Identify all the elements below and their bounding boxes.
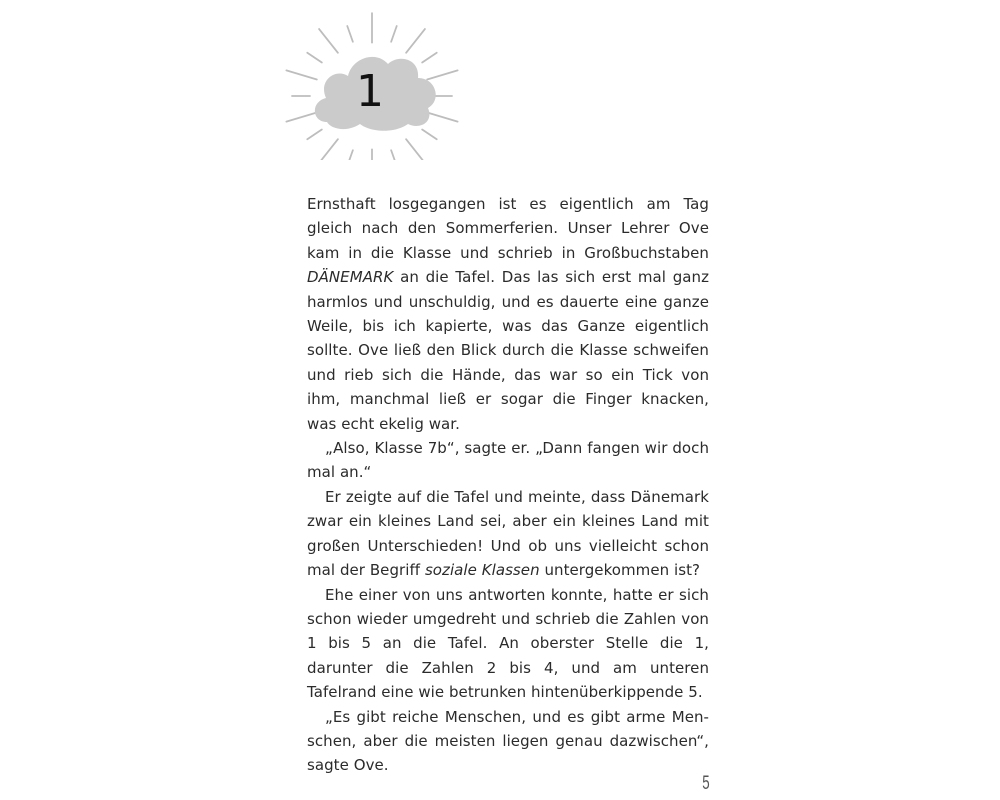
sun-ray [391,150,397,160]
emphasis-text: soziale Klassen [424,561,540,580]
sun-ray [406,139,425,160]
paragraph [307,705,709,778]
text-run: „Also, Klasse 7b“, sagte er. „Dann fangen wir doch mal an.“ [307,439,709,482]
sun-ray [422,130,437,140]
body-text [307,192,709,778]
sun-ray [406,29,425,53]
paragraph [307,485,709,583]
chapter-number: 1 [356,66,384,117]
sun-ray [391,26,397,42]
text-run: „Es gibt reiche Menschen, und es gibt arme Men-schen, aber die meisten liegen genau dazwischen“, sagte Ove. [307,707,709,775]
sun-ray [307,53,322,63]
sun-ray [307,130,322,140]
paragraph [307,436,709,485]
sun-ray [422,53,437,63]
sun-ray [347,26,353,42]
paragraph [307,583,709,705]
page-number: 5 [702,773,710,794]
sun-ray [427,70,457,79]
chapter-badge [282,0,462,160]
sun-ray [286,70,316,79]
sun-ray [347,150,353,160]
text-run: Ernsthaft losgegangen ist es eigentlich am Tag gleich nach den Sommerferien. Unser Lehrer Ove kam in die Klasse und schrieb in Großbuchstaben [307,195,709,262]
paragraph [307,192,709,436]
sun-ray [319,139,338,160]
sun-ray [319,29,338,53]
text-run: Ehe einer von uns antworten konnte, hatte er sich schon wieder umgedreht und schrieb die Zahlen von 1 bis 5 an die Tafel. An oberster Stelle die 1, darunter die Zahlen 2 bis 4, und am unteren Tafelrand eine wie betrunken hintenüberkippende 5. [307,585,709,702]
text-run: untergekommen ist? [539,561,701,580]
sun-ray [427,112,457,121]
sun-ray [286,112,316,121]
text-run: Er zeigte auf die Tafel und meinte, dass Dänemark zwar ein kleines Land sei, aber ein kleines Land mit großen Unterschieden! Und ob uns vielleicht schon mal der Begriff [307,487,709,580]
emphasis-text: DÄNEMARK [307,268,394,287]
text-run: an die Tafel. Das las sich erst mal ganz harmlos und unschuldig, und es dauerte eine ganze Weile, bis ich kapierte, was das Ganze eigentlich sollte. Ove ließ den Blick durch die Klasse schweifen und rieb sich die Hände, das war so ein Tick von ihm, manchmal ließ er sogar die Finger knacken, was echt ekelig war. [307,268,709,433]
